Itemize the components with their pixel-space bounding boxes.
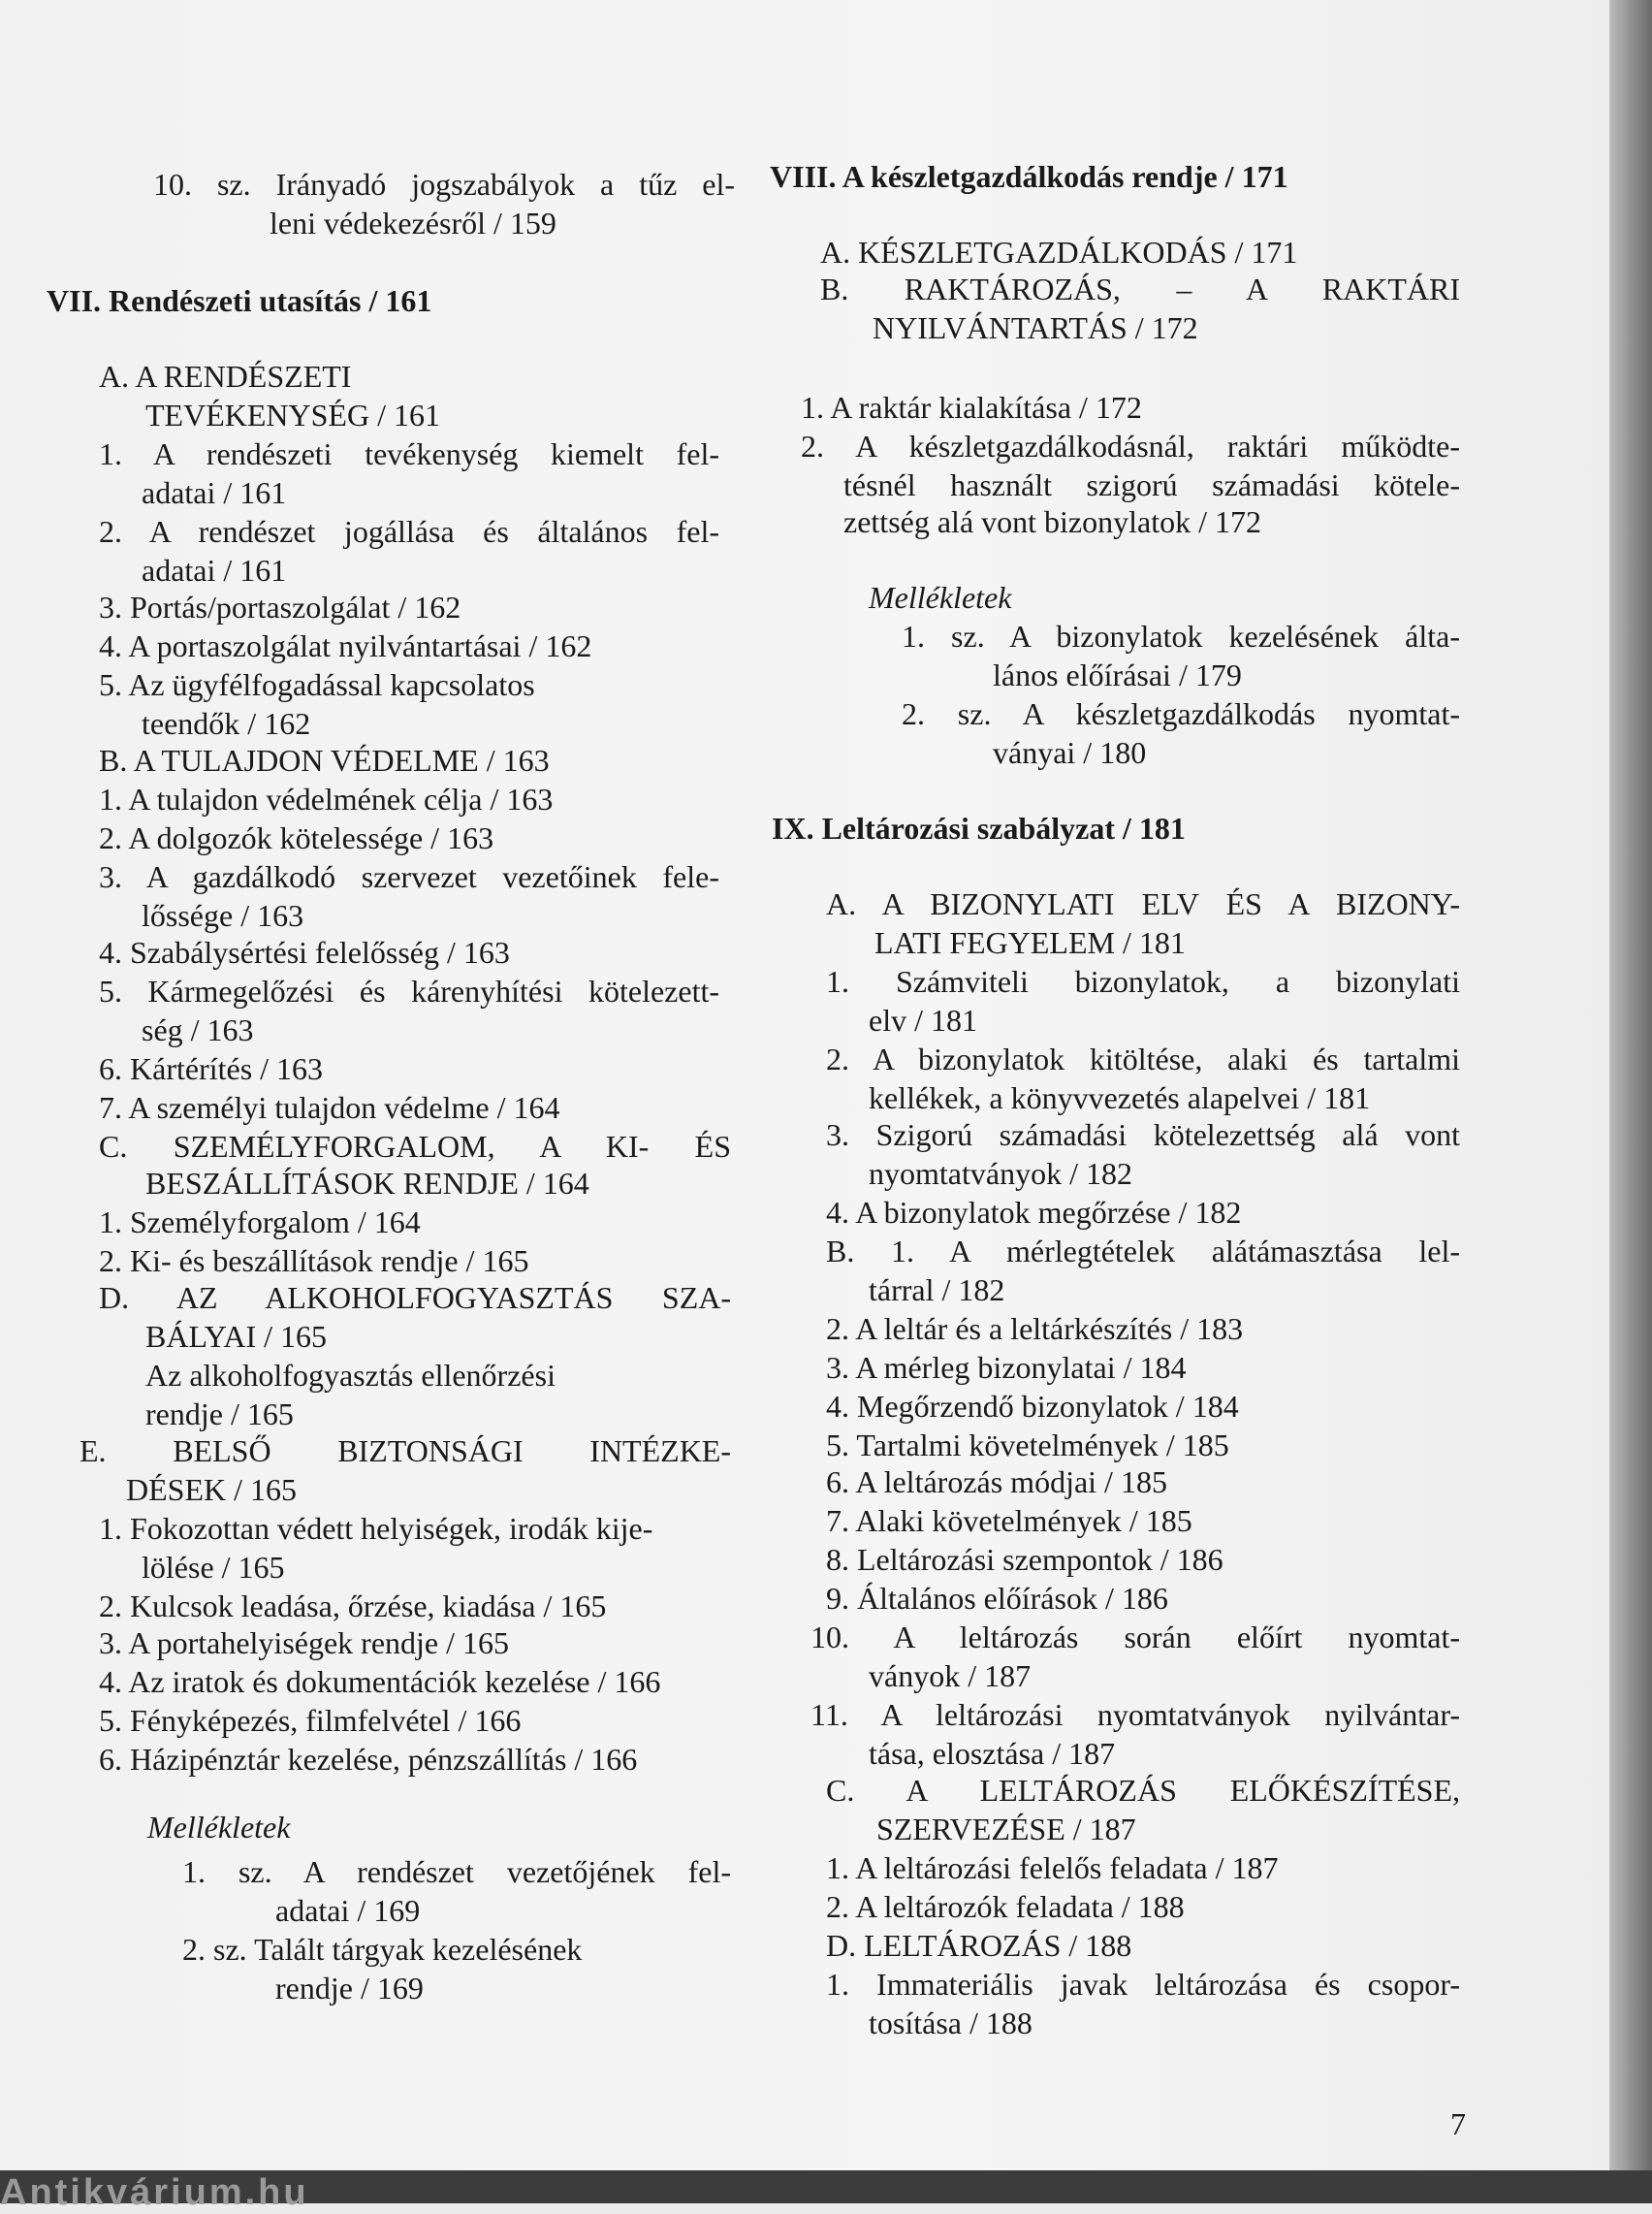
toc-entry: leni védekezésről / 159 (270, 206, 556, 241)
toc-entry: B. 1. A mérlegtételek alátámasztása lel- (826, 1234, 1460, 1268)
toc-entry: 2. A készletgazdálkodásnál, raktári működte- (801, 429, 1460, 464)
section-heading: VII. Rendészeti utasítás / 161 (47, 283, 432, 318)
section-heading: IX. Leltározási szabályzat / 181 (772, 811, 1186, 846)
toc-entry: 1. Fokozottan védett helyiségek, irodák kije- (99, 1511, 653, 1546)
toc-entry: 1. A raktár kialakítása / 172 (801, 390, 1142, 425)
toc-entry: tosítása / 188 (869, 2005, 1032, 2040)
toc-entry: ség / 163 (142, 1012, 254, 1047)
toc-entry: 2. sz. A készletgazdálkodás nyomtat- (902, 696, 1460, 731)
toc-subheading: B. RAKTÁROZÁS, – A RAKTÁRI (820, 272, 1460, 306)
toc-entry: 2. A leltározók feladata / 188 (826, 1889, 1185, 1924)
toc-entry: 3. Portás/portaszolgálat / 162 (99, 590, 461, 625)
toc-subheading: DÉSEK / 165 (126, 1472, 297, 1507)
toc-entry: ványok / 187 (869, 1658, 1032, 1693)
toc-entry: tása, elosztása / 187 (869, 1736, 1116, 1771)
toc-entry: 2. A dolgozók kötelessége / 163 (99, 820, 494, 855)
toc-entry: 10. A leltározás során előírt nyomtat- (810, 1620, 1460, 1654)
toc-entry: 6. Kártérítés / 163 (99, 1051, 324, 1086)
toc-entry: 1. Immateriális javak leltározása és csopor- (826, 1967, 1460, 2002)
appendix-heading: Mellékletek (147, 1810, 291, 1845)
toc-entry: 1. A rendészeti tevékenység kiemelt fel- (99, 436, 719, 471)
toc-entry: 3. A portahelyiségek rendje / 165 (99, 1625, 510, 1660)
toc-entry: teendők / 162 (142, 706, 311, 741)
toc-entry: 3. Szigorú számadási kötelezettség alá vont (826, 1117, 1460, 1152)
toc-entry: 8. Leltározási szempontok / 186 (826, 1542, 1223, 1577)
watermark-text: Antikvárium.hu (0, 2172, 309, 2213)
section-heading: VIII. A készletgazdálkodás rendje / 171 (770, 159, 1288, 194)
toc-entry: 2. A bizonylatok kitöltése, alaki és tartalmi (826, 1042, 1460, 1076)
toc-entry: 2. Kulcsok leadása, őrzése, kiadása / 165 (99, 1588, 607, 1623)
toc-entry: 4. A portaszolgálat nyilvántartásai / 162 (99, 628, 592, 663)
toc-subheading: BÁLYAI / 165 (145, 1319, 328, 1354)
toc-entry: lölése / 165 (142, 1550, 285, 1585)
toc-entry: 3. A gazdálkodó szervezet vezetőinek fele- (99, 859, 719, 894)
appendix-heading: Mellékletek (869, 580, 1012, 615)
toc-subheading: C. SZEMÉLYFORGALOM, A KI- ÉS (99, 1129, 731, 1164)
toc-entry: tésnél használt szigorú számadási kötele- (843, 467, 1460, 502)
toc-entry: 6. Házipénztár kezelése, pénzszállítás / 166 (99, 1742, 638, 1777)
toc-entry: adatai / 161 (142, 553, 287, 588)
toc-subheading: A. KÉSZLETGAZDÁLKODÁS / 171 (820, 235, 1298, 270)
toc-entry: 7. A személyi tulajdon védelme / 164 (99, 1090, 560, 1125)
toc-entry: 2. A rendészet jogállása és általános fel- (99, 514, 719, 549)
toc-subheading: E. BELSŐ BIZTONSÁGI INTÉZKE- (79, 1433, 731, 1468)
toc-entry: 4. Szabálysértési felelősség / 163 (99, 935, 510, 970)
toc-entry: 4. A bizonylatok megőrzése / 182 (826, 1195, 1242, 1230)
toc-entry: adatai / 169 (275, 1893, 421, 1928)
toc-entry: 2. A leltár és a leltárkészítés / 183 (826, 1311, 1244, 1346)
toc-entry: lános előírásai / 179 (993, 658, 1242, 692)
page-edge-shadow (1609, 0, 1652, 2203)
toc-entry: 4. Az iratok és dokumentációk kezelése / 166 (99, 1664, 661, 1699)
toc-subheading: TEVÉKENYSÉG / 161 (145, 398, 440, 433)
toc-subheading: A. A RENDÉSZETI (99, 359, 352, 394)
toc-entry: kellékek, a könyvvezetés alapelvei / 181 (869, 1080, 1371, 1115)
toc-entry: 1. sz. A bizonylatok kezelésének álta- (902, 619, 1460, 654)
toc-entry: 5. Az ügyfélfogadással kapcsolatos (99, 667, 535, 702)
toc-entry: 5. Kármegelőzési és kárenyhítési kötelezett- (99, 974, 719, 1009)
toc-entry: rendje / 169 (275, 1971, 424, 2005)
toc-subheading: D. LELTÁROZÁS / 188 (826, 1928, 1132, 1963)
toc-entry: 5. Fényképezés, filmfelvétel / 166 (99, 1703, 522, 1738)
toc-entry: 1. Személyforgalom / 164 (99, 1204, 421, 1239)
toc-entry: 10. sz. Irányadó jogszabályok a tűz el- (153, 167, 735, 202)
toc-entry: 9. Általános előírások / 186 (826, 1581, 1168, 1616)
toc-subheading: D. AZ ALKOHOLFOGYASZTÁS SZA- (99, 1280, 731, 1315)
toc-entry: rendje / 165 (145, 1396, 294, 1431)
toc-entry: 1. A leltározási felelős feladata / 187 (826, 1850, 1279, 1885)
toc-entry: 2. sz. Talált tárgyak kezelésének (182, 1932, 583, 1967)
toc-entry: ványai / 180 (993, 735, 1147, 770)
toc-entry: adatai / 161 (142, 475, 287, 510)
toc-entry: 2. Ki- és beszállítások rendje / 165 (99, 1243, 529, 1278)
toc-entry: 1. sz. A rendészet vezetőjének fel- (182, 1854, 731, 1889)
toc-subheading: B. A TULAJDON VÉDELME / 163 (99, 743, 550, 778)
toc-entry: nyomtatványok / 182 (869, 1156, 1132, 1191)
toc-entry: 4. Megőrzendő bizonylatok / 184 (826, 1389, 1239, 1424)
toc-entry: 11. A leltározási nyomtatványok nyilvántar- (810, 1697, 1460, 1732)
toc-entry: Az alkoholfogyasztás ellenőrzési (145, 1358, 556, 1393)
toc-entry: lőssége / 163 (142, 898, 304, 933)
toc-entry: zettség alá vont bizonylatok / 172 (843, 504, 1261, 539)
toc-entry: 7. Alaki követelmények / 185 (826, 1503, 1192, 1538)
toc-entry: 1. A tulajdon védelmének célja / 163 (99, 782, 554, 817)
toc-entry: 6. A leltározás módjai / 185 (826, 1464, 1167, 1499)
toc-subheading: BESZÁLLÍTÁSOK RENDJE / 164 (145, 1166, 589, 1201)
toc-subheading: SZERVEZÉSE / 187 (876, 1812, 1136, 1846)
toc-subheading: LATI FEGYELEM / 181 (874, 925, 1186, 960)
page-number: 7 (1450, 2106, 1466, 2141)
toc-subheading: C. A LELTÁROZÁS ELŐKÉSZÍTÉSE, (826, 1773, 1460, 1808)
toc-entry: 3. A mérleg bizonylatai / 184 (826, 1350, 1187, 1385)
toc-subheading: A. A BIZONYLATI ELV ÉS A BIZONY- (826, 886, 1460, 921)
toc-entry: 1. Számviteli bizonylatok, a bizonylati (826, 964, 1460, 999)
toc-entry: elv / 181 (869, 1003, 977, 1038)
toc-entry: 5. Tartalmi követelmények / 185 (826, 1428, 1229, 1462)
toc-subheading: NYILVÁNTARTÁS / 172 (873, 310, 1198, 345)
toc-entry: tárral / 182 (869, 1272, 1005, 1307)
